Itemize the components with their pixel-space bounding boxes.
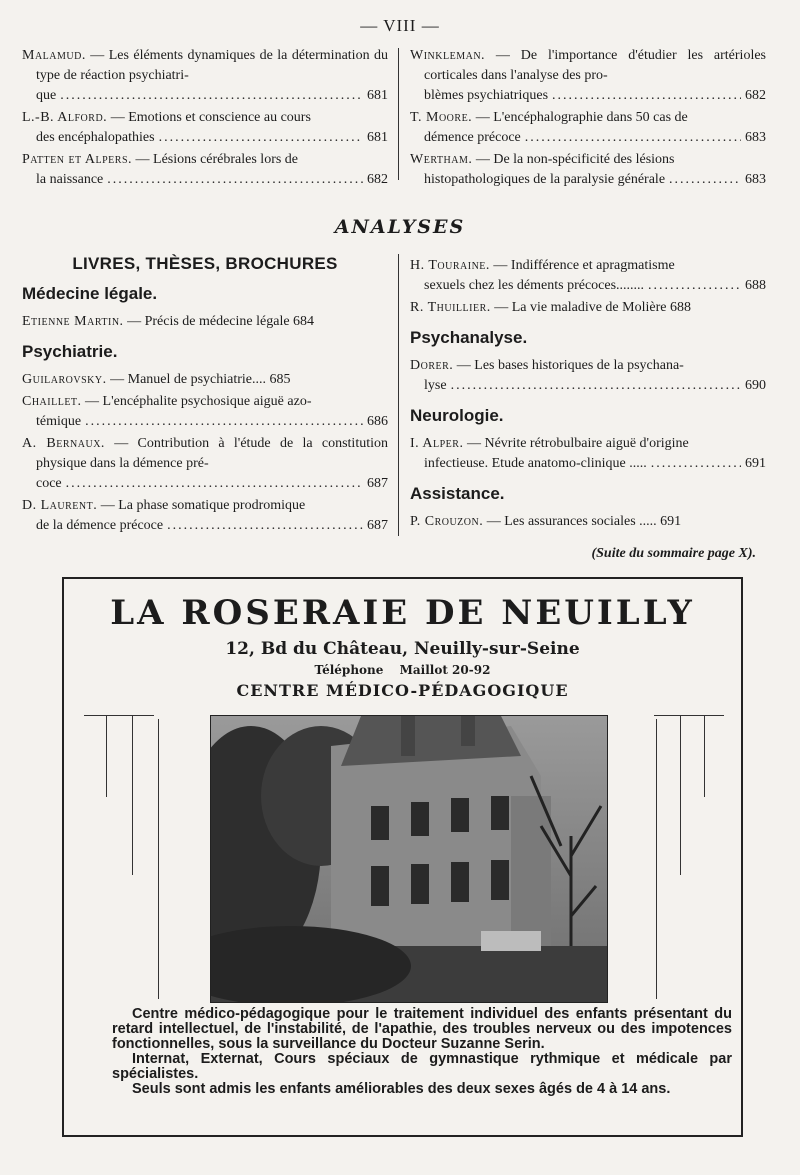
entry-title: — Les éléments dynamiques de la détermination du type de réaction psychiatri-: [36, 48, 388, 83]
index-entry: [410, 150, 766, 190]
entry-text: [22, 46, 388, 86]
ad-paragraph: Centre médico-pédagogique pour le traitement individuel des enfants présentant du retard intellectuel, de l'instabilité, de l'apathie, des troubles nerveux ou des impotences fonctionnelles, sous la surveillance du Docteur Suzanne Serin.: [112, 1006, 732, 1052]
entry-author: R. Thuillier.: [410, 300, 491, 315]
dot-leader: [451, 376, 741, 396]
entry-page: 685: [269, 372, 291, 387]
index-entry: [410, 356, 766, 396]
index-entry: [22, 46, 388, 106]
right-intro: [410, 256, 766, 318]
entry-leader: [22, 170, 388, 190]
deco-line: [106, 715, 107, 797]
entry-author: Malamud.: [22, 48, 86, 63]
entry-title: — Les assurances sociales .....: [486, 514, 657, 529]
entry-text: [410, 150, 766, 170]
entry-title: — Lésions cérébrales lors de: [135, 152, 299, 167]
entry-page: 687: [367, 476, 388, 491]
entry-text: [410, 512, 766, 532]
ad-tel-number: Maillot 20-92: [399, 663, 491, 677]
entry-author: D. Laurent.: [22, 498, 98, 513]
entry-tail: coce: [36, 476, 62, 491]
entry-author: Wertham.: [410, 152, 473, 167]
entry-author: T. Moore.: [410, 110, 473, 125]
entry-page: 682: [367, 172, 388, 187]
ad-centre: CENTRE MÉDICO-PÉDAGOGIQUE: [236, 681, 569, 700]
entry-page: 684: [293, 314, 315, 329]
entry-author: Guilarovsky.: [22, 372, 107, 387]
entry-title: — Contribution à l'étude de la constitution physique dans la démence pré-: [36, 436, 388, 471]
page-number: — VIII —: [360, 16, 440, 35]
entry-title: — Manuel de psychiatrie....: [110, 372, 267, 387]
entry-text: [410, 256, 766, 276]
entry-title: — Précis de médecine légale: [127, 314, 290, 329]
entry-tail: la naissance: [36, 172, 104, 187]
deco-line: [654, 715, 724, 716]
entry-page: 683: [745, 130, 766, 145]
ad-paragraph: Internat, Externat, Cours spéciaux de gymnastique rythmique et médicale par spécialistes.: [112, 1051, 732, 1082]
entry-tail: blèmes psychiatriques: [424, 88, 549, 103]
entry-text: [22, 434, 388, 474]
entry-text: [410, 46, 766, 86]
entry-page: 690: [745, 378, 766, 393]
entry-page: 681: [367, 130, 388, 145]
dot-leader: [552, 86, 741, 106]
entry-author: I. Alper.: [410, 436, 464, 451]
index-entry: [22, 108, 388, 148]
ad-telephone: [64, 663, 741, 677]
entry-author: L.-B. Alford.: [22, 110, 108, 125]
entry-page: 691: [745, 456, 766, 471]
entry-text: [22, 370, 388, 390]
entry-text: [22, 312, 388, 332]
entry-leader: [410, 376, 766, 396]
section-heading: Assistance.: [410, 484, 505, 503]
entry-tail: histopathologiques de la paralysie générale: [424, 172, 666, 187]
index-entry: [22, 392, 388, 432]
entry-title: — Les bases historiques de la psychana-: [456, 358, 684, 373]
section-heading: Médecine légale.: [22, 284, 158, 303]
analyses-right-column: [410, 256, 766, 534]
dot-leader: [107, 170, 363, 190]
section-title: ANALYSES: [334, 216, 466, 238]
ad-paragraph: Seuls sont admis les enfants améliorables des deux sexes âgés de 4 à 14 ans.: [132, 1081, 671, 1097]
entry-leader: [410, 454, 766, 474]
right-sections: [410, 328, 766, 532]
entry-page: 691: [660, 514, 682, 529]
entry-author: Winkleman.: [410, 48, 486, 63]
dot-leader: [167, 516, 363, 536]
section-heading: Psychiatrie.: [22, 342, 118, 361]
entry-page: 687: [367, 518, 388, 533]
index-entry: [22, 434, 388, 494]
entry-text: [410, 108, 766, 128]
index-entry: [410, 46, 766, 106]
entry-leader: [22, 412, 388, 432]
entry-leader: [410, 276, 766, 296]
deco-line: [704, 715, 705, 797]
dot-leader: [85, 412, 363, 432]
entry-title: — La phase somatique prodromique: [100, 498, 306, 513]
entry-tail: sexuels chez les déments précoces........: [424, 278, 645, 293]
entry-title: — Emotions et conscience au cours: [110, 110, 311, 125]
analyses-left-column: [22, 254, 388, 538]
entry-text: [22, 108, 388, 128]
entry-text: [410, 356, 766, 376]
deco-line: [132, 715, 133, 875]
dot-leader: [60, 86, 363, 106]
entry-author: P. Crouzon.: [410, 514, 484, 529]
index-entry: [22, 150, 388, 190]
column-divider: [398, 48, 399, 180]
entry-tail: de la démence précoce: [36, 518, 164, 533]
dot-leader: [648, 276, 741, 296]
entry-text: [22, 496, 388, 516]
entry-title: — Névrite rétrobulbaire aiguë d'origine: [466, 436, 689, 451]
entry-tail: des encéphalopathies: [36, 130, 155, 145]
entry-author: Etienne Martin.: [22, 314, 124, 329]
ad-description: [112, 1007, 732, 1097]
deco-line: [158, 719, 159, 999]
entry-title: — L'encéphalographie dans 50 cas de: [475, 110, 688, 125]
index-entry: [22, 312, 388, 332]
entry-leader: [22, 86, 388, 106]
analyses-divider: [398, 254, 399, 536]
entry-title: — De la non-spécificité des lésions: [475, 152, 675, 167]
suite-note: (Suite du sommaire page X).: [591, 546, 756, 561]
entry-title: — L'encéphalite psychosique aiguë azo-: [85, 394, 312, 409]
entry-leader: [22, 516, 388, 536]
entry-text: [410, 298, 766, 318]
entry-tail: témique: [36, 414, 82, 429]
entry-tail: lyse: [424, 378, 447, 393]
entry-page: 682: [745, 88, 766, 103]
deco-line: [656, 719, 657, 999]
section-heading: Psychanalyse.: [410, 328, 528, 347]
dot-leader: [159, 128, 363, 148]
index-entry: [22, 496, 388, 536]
building-photo: [210, 715, 608, 1003]
top-right-column: [410, 46, 766, 192]
entry-author: Patten et Alpers.: [22, 152, 133, 167]
entry-page: 686: [367, 414, 388, 429]
left-heading: LIVRES, THÈSES, BROCHURES: [72, 254, 338, 273]
dot-leader: [651, 454, 741, 474]
entry-author: H. Touraine.: [410, 258, 490, 273]
dot-leader: [669, 170, 741, 190]
advertisement: [62, 577, 743, 1137]
index-entry: [22, 370, 388, 390]
index-entry: [410, 298, 766, 318]
index-entry: [410, 512, 766, 532]
entry-leader: [22, 128, 388, 148]
entry-author: Chaillet.: [22, 394, 82, 409]
entry-leader: [410, 86, 766, 106]
index-entry: [410, 108, 766, 148]
entry-title: — De l'importance d'étudier les artérioles corticales dans l'analyse des pro-: [424, 48, 766, 83]
entry-text: [22, 150, 388, 170]
entry-page: 688: [745, 278, 766, 293]
entry-page: 688: [669, 300, 691, 315]
top-left-column: [22, 46, 388, 192]
entry-title: — La vie maladive de Molière: [494, 300, 667, 315]
entry-page: 683: [745, 172, 766, 187]
entry-title: — Indifférence et apragmatisme: [493, 258, 675, 273]
entry-text: [22, 392, 388, 412]
section-heading: Neurologie.: [410, 406, 504, 425]
ad-tel-label: Téléphone: [314, 663, 384, 677]
entry-tail: infectieuse. Etude anatomo-clinique .....: [424, 456, 647, 471]
entry-leader: [410, 170, 766, 190]
index-entry: [410, 256, 766, 296]
building-photo-drawing: [211, 716, 607, 1002]
entry-author: Dorer.: [410, 358, 454, 373]
entry-author: A. Bernaux.: [22, 436, 105, 451]
ad-title: LA ROSERAIE DE NEUILLY: [110, 593, 695, 633]
index-entry: [410, 434, 766, 474]
deco-line: [680, 715, 681, 875]
entry-tail: que: [36, 88, 57, 103]
dot-leader: [66, 474, 363, 494]
deco-line: [84, 715, 154, 716]
entry-text: [410, 434, 766, 454]
entry-page: 681: [367, 88, 388, 103]
entry-leader: [410, 128, 766, 148]
entry-tail: démence précoce: [424, 130, 521, 145]
ad-address: 12, Bd du Château, Neuilly-sur-Seine: [225, 639, 580, 659]
left-sections: [22, 284, 388, 536]
entry-leader: [22, 474, 388, 494]
dot-leader: [525, 128, 741, 148]
